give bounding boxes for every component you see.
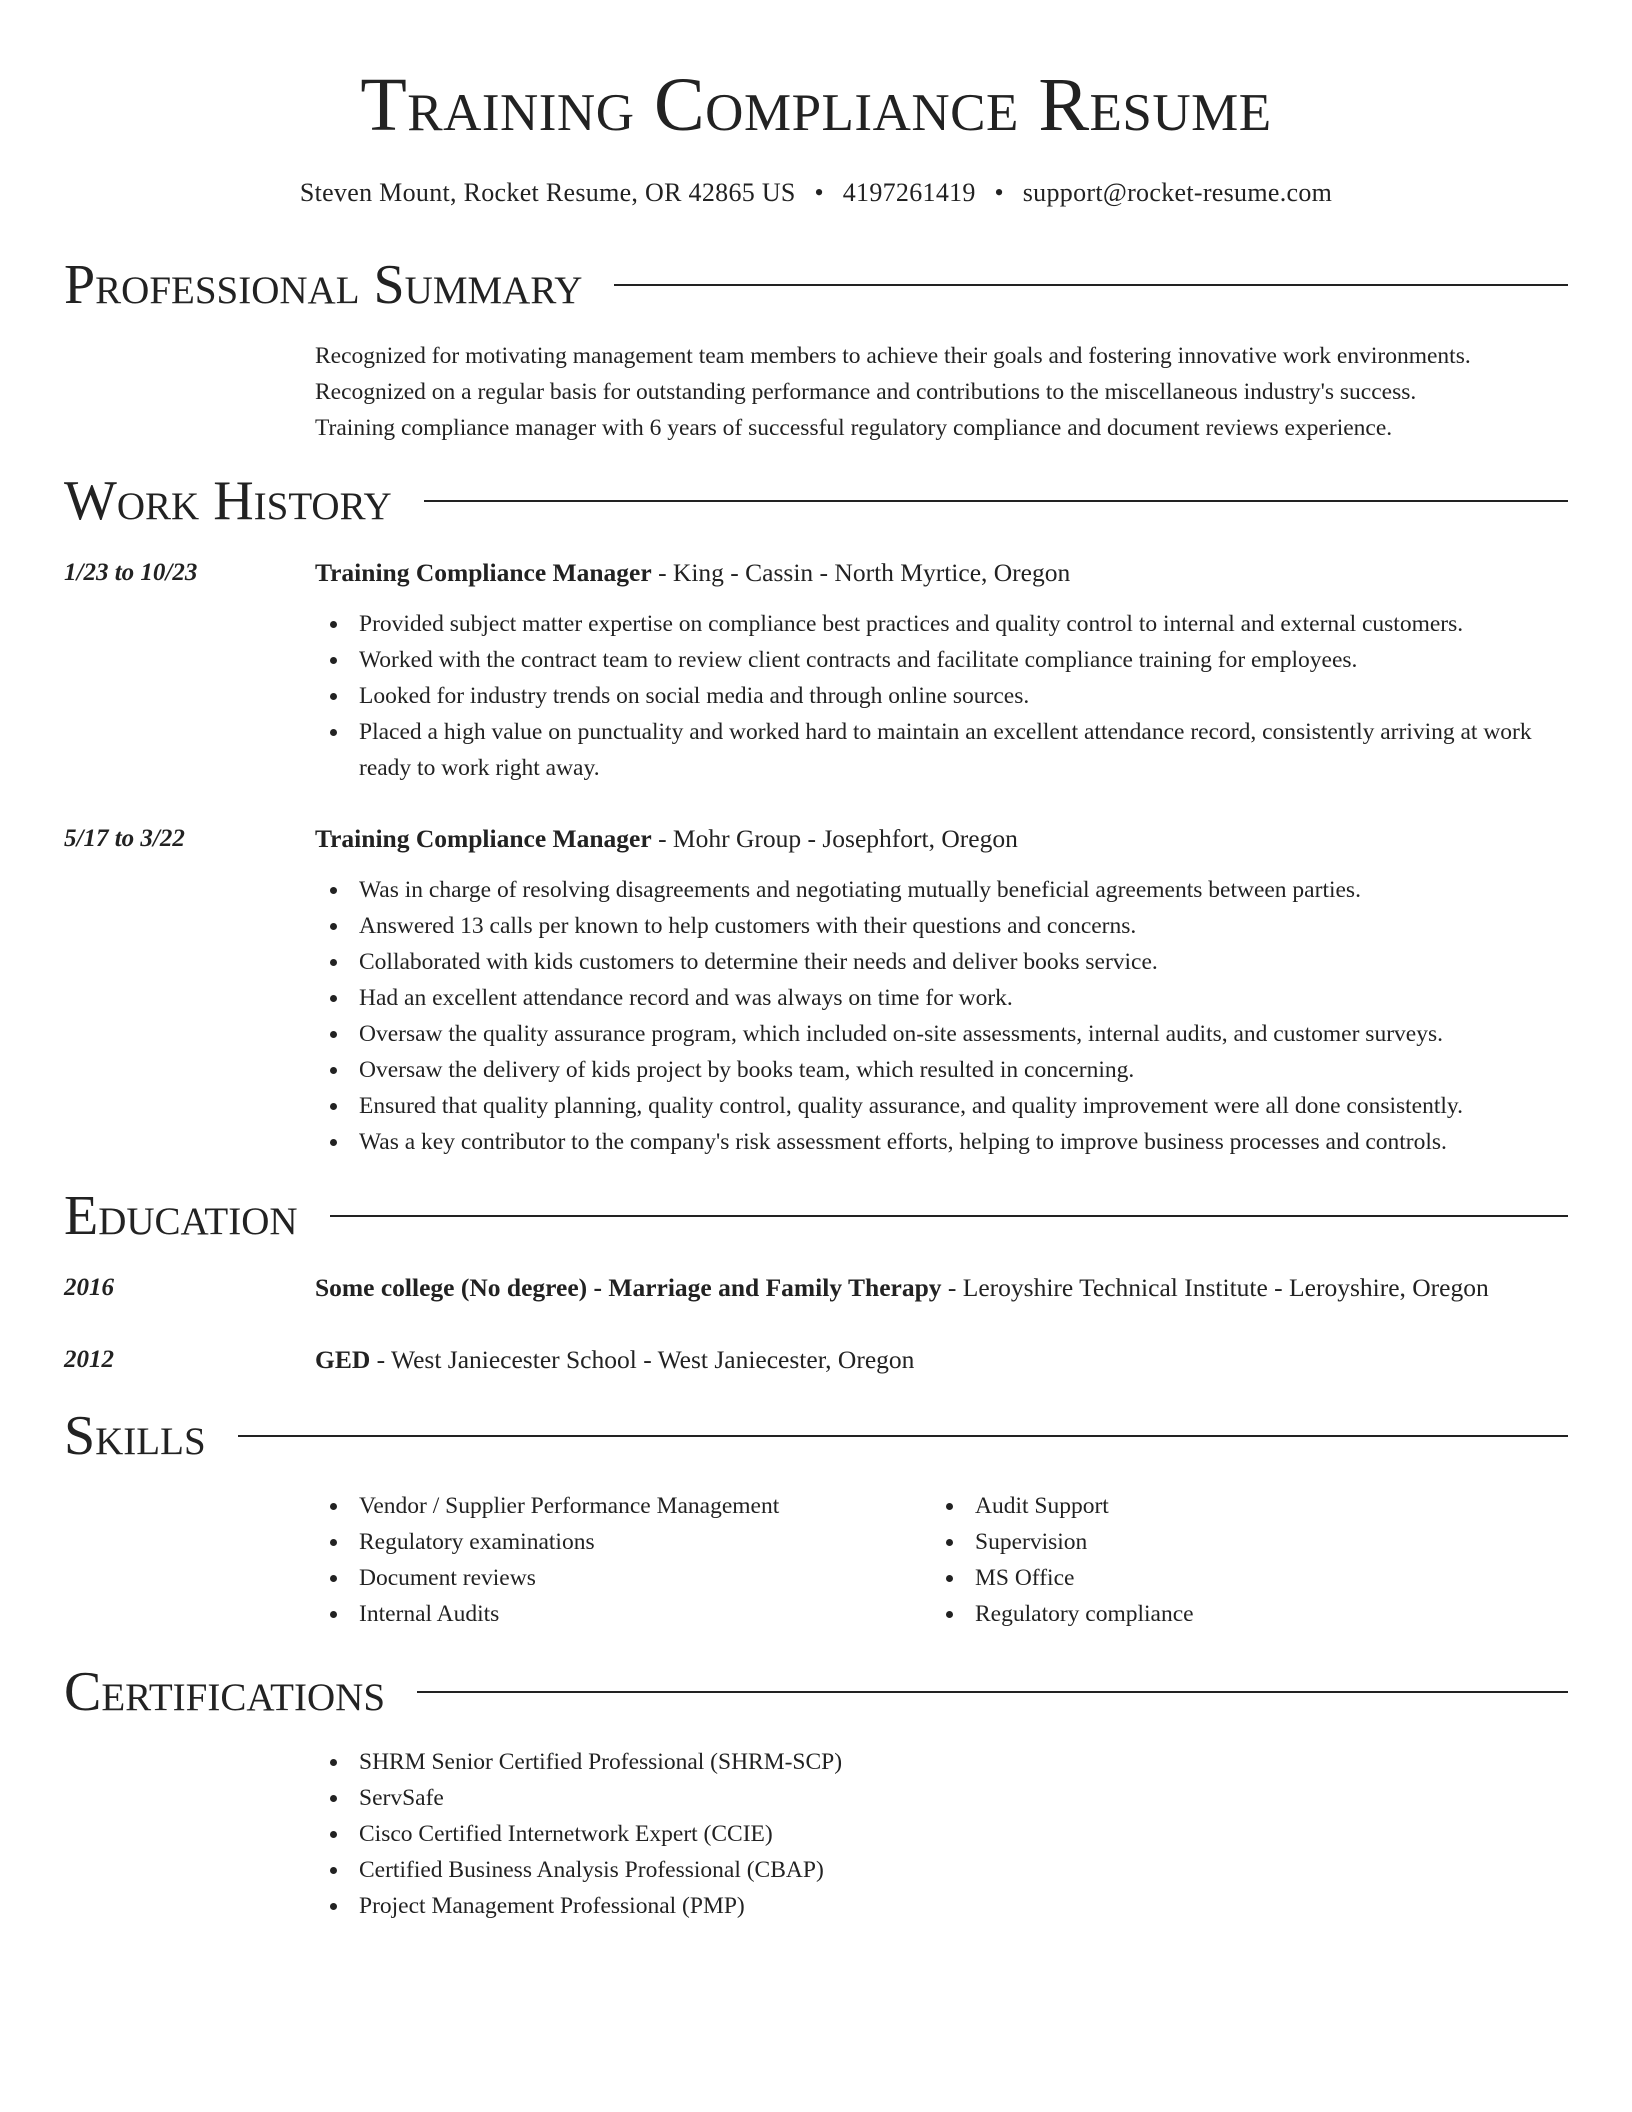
contact-line [64,176,1568,210]
certifications-list [315,1744,1568,1924]
summary-line: Recognized on a regular basis for outstanding performance and contributions to the miscellaneous industry's success. [315,379,1417,405]
summary-line: Training compliance manager with 6 years of successful regulatory compliance and document reviews experience. [315,415,1393,441]
certification-item: Project Management Professional (PMP) [359,1888,1568,1924]
job-bullet: Ensured that quality planning, quality control, quality assurance, and quality improvement were all done consistently. [359,1088,1568,1124]
education-degree: Some college (No degree) - Marriage and Family Therapy [315,1273,942,1302]
contact-email: support@rocket-resume.com [1022,178,1333,207]
job-bullet: Oversaw the delivery of kids project by books team, which resulted in concerning. [359,1052,1568,1088]
section-heading: Professional Summary [64,254,583,316]
resume-title: Training Compliance Resume [360,63,1272,147]
job-title: Training Compliance Manager [315,824,652,853]
section-professional-summary [64,252,1568,318]
job-bullet: Oversaw the quality assurance program, which included on-site assessments, internal audits, and customer surveys. [359,1016,1568,1052]
section-divider [330,1215,1568,1217]
section-heading: Certifications [64,1661,386,1723]
skill-item: Supervision [975,1524,1568,1560]
section-work-history [64,468,1568,534]
job-details: - Mohr Group - Josephfort, Oregon [651,824,1018,853]
job-bullet: Placed a high value on punctuality and worked hard to maintain an excellent attendance record, consistently arriving at work ready to work right away. [359,714,1568,786]
job-bullets [315,872,1568,1160]
contact-separator: • [994,178,1004,207]
job-bullet: Provided subject matter expertise on compliance best practices and quality control to internal and external customers. [359,606,1568,642]
certification-item: ServSafe [359,1780,1568,1816]
job-bullet: Had an excellent attendance record and was always on time for work. [359,980,1568,1016]
section-divider [417,1691,1568,1693]
section-education [64,1183,1568,1249]
job-heading [315,822,1568,856]
skill-item: Vendor / Supplier Performance Management [359,1488,931,1524]
skills-list-right [931,1488,1568,1632]
skill-item: Regulatory examinations [359,1524,931,1560]
education-details: - West Janiecester School - West Janiecester, Oregon [370,1345,915,1374]
job-title: Training Compliance Manager [315,558,652,587]
certification-item: Cisco Certified Internetwork Expert (CCIE) [359,1816,1568,1852]
job-bullet: Was a key contributor to the company's risk assessment efforts, helping to improve business processes and controls. [359,1124,1568,1160]
section-certifications [64,1659,1568,1725]
contact-separator: • [814,178,824,207]
education-year: 2012 [64,1346,114,1373]
skill-item: MS Office [975,1560,1568,1596]
section-divider [238,1435,1568,1437]
job-dates: 1/23 to 10/23 [64,559,198,586]
certification-item: Certified Business Analysis Professional (CBAP) [359,1852,1568,1888]
education-details: - Leroyshire Technical Institute - Leroyshire, Oregon [941,1273,1489,1302]
job-bullets [315,606,1568,786]
job-bullet: Worked with the contract team to review client contracts and facilitate compliance training for employees. [359,642,1568,678]
education-heading [315,1343,1568,1377]
certification-item: SHRM Senior Certified Professional (SHRM-SCP) [359,1744,1568,1780]
skills-list-left [315,1488,931,1632]
skill-item: Internal Audits [359,1596,931,1632]
section-divider [614,284,1568,286]
job-bullet: Was in charge of resolving disagreements and negotiating mutually beneficial agreements between parties. [359,872,1568,908]
section-divider [424,500,1568,502]
section-heading: Work History [64,470,392,532]
skill-item: Regulatory compliance [975,1596,1568,1632]
education-degree: GED [315,1345,371,1374]
job-dates: 5/17 to 3/22 [64,825,185,852]
education-heading [315,1271,1568,1305]
job-heading [315,556,1568,590]
contact-address: Steven Mount, Rocket Resume, OR 42865 US [299,178,796,207]
section-heading: Skills [64,1405,206,1467]
summary-text [315,338,1568,446]
skill-item: Document reviews [359,1560,931,1596]
job-details: - King - Cassin - North Myrtice, Oregon [651,558,1071,587]
summary-line: Recognized for motivating management team members to achieve their goals and fostering innovative work environments. [315,343,1471,369]
education-year: 2016 [64,1274,114,1301]
skill-item: Audit Support [975,1488,1568,1524]
contact-phone: 4197261419 [842,178,976,207]
job-bullet: Collaborated with kids customers to determine their needs and deliver books service. [359,944,1568,980]
job-bullet: Answered 13 calls per known to help customers with their questions and concerns. [359,908,1568,944]
job-bullet: Looked for industry trends on social media and through online sources. [359,678,1568,714]
section-skills [64,1403,1568,1469]
section-heading: Education [64,1185,298,1247]
